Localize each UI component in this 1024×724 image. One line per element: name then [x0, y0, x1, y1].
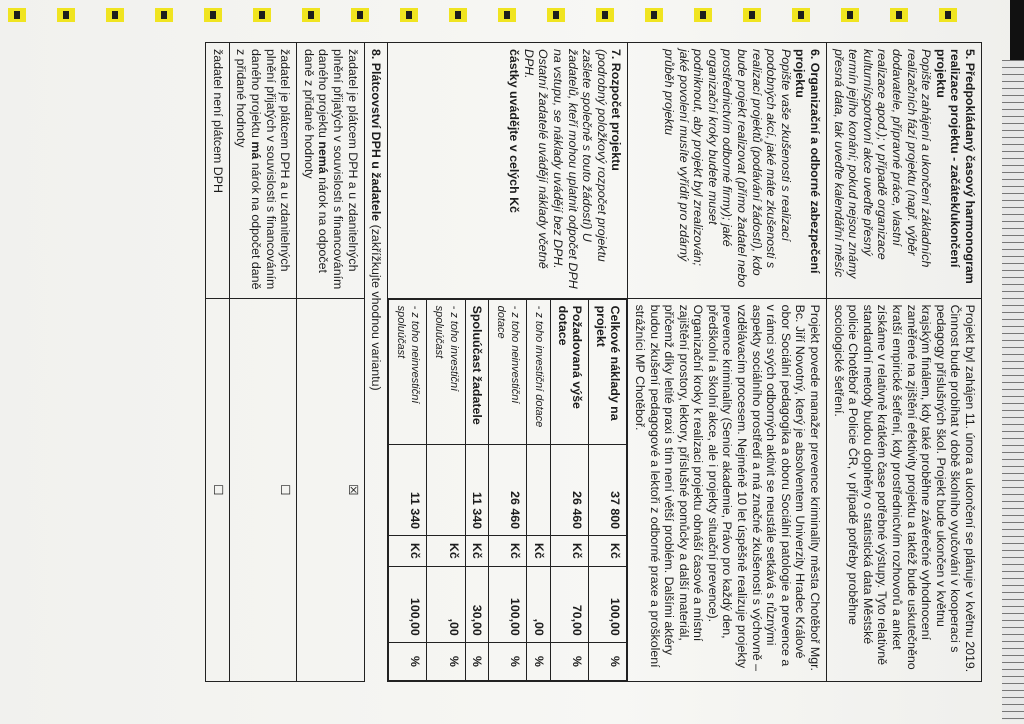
rotated-form-sheet — [42, 42, 982, 682]
budget-percent: 100,00 — [389, 566, 427, 642]
punch-hole-icon — [596, 8, 614, 22]
vat-option-text-bold: má — [249, 141, 264, 160]
punch-hole-icon — [351, 8, 369, 22]
vat-option-checkbox[interactable]: ☒ — [297, 298, 364, 681]
vat-option-checkbox[interactable]: ☐ — [206, 298, 230, 681]
section-7-question — [388, 43, 628, 299]
vat-option-row — [206, 43, 230, 682]
vat-option-text-pre: žadatel je plátcem DPH a u zdanitelných plnění přijatých v souvislosti s financováním daného projektu — [249, 49, 293, 290]
budget-cell — [388, 298, 628, 681]
budget-percent-sign: % — [389, 642, 427, 680]
budget-percent-sign: % — [465, 642, 489, 680]
punch-hole-icon — [8, 8, 26, 22]
budget-percent-sign: % — [550, 642, 588, 680]
budget-label: Požadovaná výše dotace — [550, 299, 588, 444]
budget-currency: Kč — [489, 536, 527, 567]
budget-currency: Kč — [589, 536, 627, 567]
budget-currency: Kč — [550, 536, 588, 567]
binder-rings — [1002, 60, 1024, 720]
budget-percent: 30,00 — [465, 566, 489, 642]
section-8-title: 8. Plátcovství DPH u žadatele — [369, 49, 384, 222]
section-8-title-note: (zakřížkujte vhodnou variantu) — [369, 224, 384, 391]
punch-hole-icon — [939, 8, 957, 22]
section-6-answer: Projekt povede manažer prevence kriminality města Chotěboř Mgr. Bc. Jiří Novotný, který je absolventem Univerzity Hradec Králové obor Sociální pedagogika a oboru Sociální patologie a prevence a v rámci svých odborných aktivit se neustále setkává s různými aspekty sociálního prostředí a má značné zkušenosti s výchovně – vzdělávacím procesem. Nejméně 10 let úspěšně realizuje projekty prevence kriminality (Senior akademie, Právo pro každý den, předškolní a školní akce, ale i projekty situační prevence). Organizační kroky k realizaci projektu obnáší časové a místní zajištění prostory, lektory, příslušné pomůcky a další materiál, přičemž díky letité praxi s tím není větší problém. Dalšími aktéry budou zkušení pedagogové a lektoři z odborné praxe a proškolení strážníci MP Chotěboř. — [628, 298, 827, 681]
budget-row — [550, 299, 588, 680]
vat-option-text-pre: žadatel je plátcem DPH a u zdanitelných plnění přijatých v souvislosti s financováním daného projektu — [316, 49, 360, 290]
budget-percent: 100,00 — [589, 566, 627, 642]
budget-percent-sign: % — [527, 642, 551, 680]
section-5-answer: Projekt byl zahájen 11. února a ukončení se plánuje v květnu 2019. Činnost bude probíhat v době školního vyučování v kooperaci s pedagogy příslušných škol. Projekt bude ukončen v květnu krajským finálem, kdy také proběhne závěrečné vyhodnocení zaměřené na zjištění efektivity projektu a taktéž bude uskutečněno kratší empirické šetření, kdy prostřednictvím rozhovorů a anket získáme v relativně krátkém čase potřebné výstupy. Tyto relativně standardní metody budou doplněny o statistická data Městské policie Chotěboř a Policie ČR, v případě potřeby proběhne sociologické šetření. — [827, 298, 982, 681]
section-7-title: 7. Rozpočet projektu — [609, 49, 624, 171]
folder-edge — [1010, 0, 1024, 60]
section-5-hint: Popište zahájení a ukončení základních realizačních fází projektu (např. výběr dodavatele, přípravné práce, vlastní realizace apod.); v případě organizace kulturní/sportovní akce uveďte přesný termín jejího konání; pokud nejsou známy přesná data, tak uveďte kalendářní měsíc — [831, 49, 934, 279]
vat-option-row — [297, 43, 364, 682]
budget-value — [527, 444, 551, 536]
punch-hole-icon — [890, 8, 908, 22]
punch-hole-icon — [155, 8, 173, 22]
budget-currency: Kč — [389, 536, 427, 567]
vat-option-checkbox[interactable]: ☐ — [229, 298, 296, 681]
punch-hole-icon — [253, 8, 271, 22]
section-5-row — [827, 43, 982, 682]
budget-label: Spoluúčast žadatele — [465, 299, 489, 444]
section-7-hint: (podrobný položkový rozpočet projektu zašlete společně s touto žádostí) U žadatelů, kteří mohou uplatnit odpočet DPH na vstupu, se náklady uvádějí bez DPH. Ostatní žadatelé uvádějí náklady včetně DPH. — [521, 49, 609, 289]
punch-hole-icon — [449, 8, 467, 22]
punch-hole-icon — [547, 8, 565, 22]
section-8-header — [364, 43, 388, 682]
vat-option-row — [229, 43, 296, 682]
vat-option-text — [229, 43, 296, 299]
budget-currency: Kč — [527, 536, 551, 567]
budget-row — [589, 299, 627, 680]
vat-option-text — [206, 43, 230, 299]
budget-row — [465, 299, 489, 680]
vat-option-text-post: nárok na odpočet daně z přidané hodnoty — [234, 49, 264, 290]
punch-hole-icon — [645, 8, 663, 22]
budget-table — [388, 299, 627, 681]
vat-option-text — [297, 43, 364, 299]
budget-currency: Kč — [427, 536, 465, 567]
budget-label: - z toho neinvestiční spoluúčast — [389, 299, 427, 444]
budget-currency: Kč — [465, 536, 489, 567]
punch-hole-icon — [841, 8, 859, 22]
section-6-title: 6. Organizační a odborné zabezpečení projektu — [793, 49, 823, 274]
budget-row — [427, 299, 465, 680]
budget-percent: ,00 — [427, 566, 465, 642]
budget-percent-sign: % — [589, 642, 627, 680]
vat-option-text-pre: žadatel není plátcem DPH — [210, 49, 225, 193]
punch-hole-icon — [400, 8, 418, 22]
budget-percent: 100,00 — [489, 566, 527, 642]
section-5-question — [827, 43, 982, 299]
section-7-row — [388, 43, 628, 682]
budget-value: 11 340 — [465, 444, 489, 536]
budget-percent: ,00 — [527, 566, 551, 642]
budget-value: 11 340 — [389, 444, 427, 536]
vat-option-text-bold: nemá — [316, 141, 331, 174]
budget-row — [389, 299, 427, 680]
budget-percent-sign: % — [427, 642, 465, 680]
budget-percent-sign: % — [489, 642, 527, 680]
punch-hole-icon — [694, 8, 712, 22]
budget-label: - z toho investiční spoluúčast — [427, 299, 465, 444]
section-6-row — [628, 43, 827, 682]
section-6-hint: Popište vaše zkušenosti s realizací podobných akcí, jaké máte zkušenosti s realizací projektů (podávání žádostí), kdo bude projekt realizovat (přímo žadatel nebo prostřednictvím odborné firmy); jaké organizační kroky budete muset podniknout, aby projekt byl zrealizován; jaké povolení musíte vyřídit pro zdárný průběh projektu — [662, 49, 793, 288]
binder-punch-strip — [0, 0, 1024, 34]
punch-hole-icon — [204, 8, 222, 22]
section-7-note: částky uvádějte v celých Kč — [507, 49, 522, 213]
budget-percent: 70,00 — [550, 566, 588, 642]
budget-row — [489, 299, 527, 680]
grant-application-form — [205, 42, 982, 682]
section-6-question — [628, 43, 827, 299]
budget-value: 26 460 — [550, 444, 588, 536]
budget-row — [527, 299, 551, 680]
vat-option-text-post: nárok na odpočet daně z přidané hodnoty — [301, 49, 331, 273]
punch-hole-icon — [743, 8, 761, 22]
punch-hole-icon — [792, 8, 810, 22]
section-8-title-cell — [364, 43, 388, 682]
budget-value: 26 460 — [489, 444, 527, 536]
section-5-title: 5. Předpokládaný časový harmonogram realizace projektu - začátek/ukončení projektu — [933, 49, 977, 284]
budget-value — [427, 444, 465, 536]
punch-hole-icon — [57, 8, 75, 22]
budget-value: 37 800 — [589, 444, 627, 536]
budget-label: - z toho neinvestiční dotace — [489, 299, 527, 444]
punch-hole-icon — [302, 8, 320, 22]
budget-label: Celkové náklady na projekt — [589, 299, 627, 444]
punch-hole-icon — [498, 8, 516, 22]
budget-label: - z toho investiční dotace — [527, 299, 551, 444]
punch-hole-icon — [106, 8, 124, 22]
